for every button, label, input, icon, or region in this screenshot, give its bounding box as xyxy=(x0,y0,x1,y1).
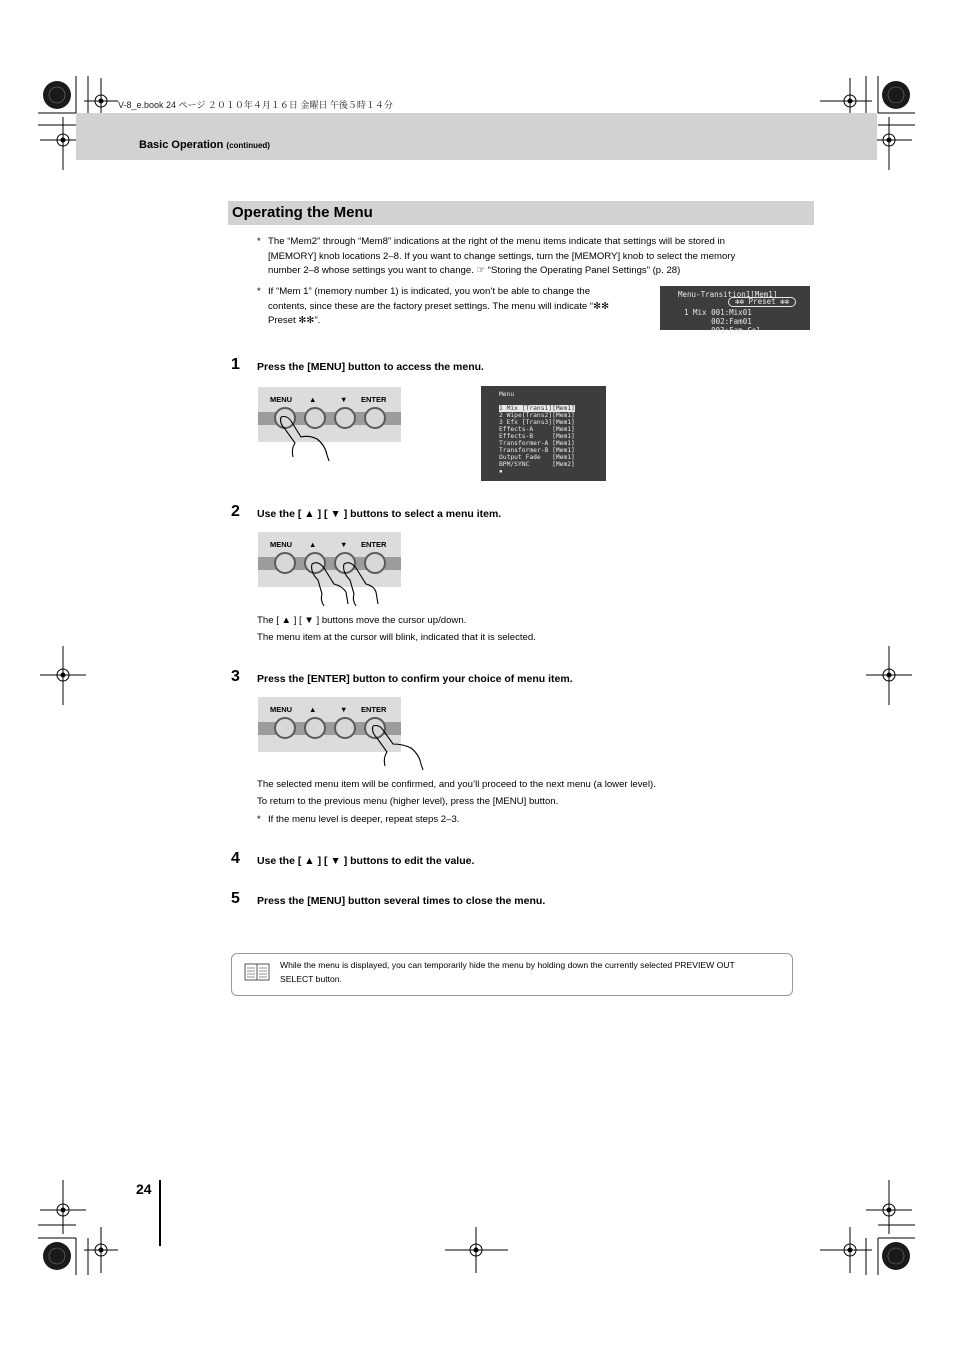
up-label: ▲ xyxy=(309,540,317,549)
step-number: 4 xyxy=(231,850,240,867)
up-button[interactable] xyxy=(304,717,326,739)
enter-button[interactable] xyxy=(364,407,386,429)
note-mem-indications xyxy=(257,235,798,279)
lcd-menu-item: Output Fade [Mem1] xyxy=(499,454,575,461)
note-line: [MEMORY] knob locations 2–8. If you want to change settings, turn the [MEMORY] knob to select the memory xyxy=(268,250,736,262)
page-number: 24 xyxy=(136,1181,152,1197)
step2-desc-line: The menu item at the cursor will blink, indicated that it is selected. xyxy=(257,632,536,643)
step-text: Press the [MENU] button to access the menu. xyxy=(257,361,484,373)
lcd-line: 002:Fam01 xyxy=(684,317,752,326)
step-text: Use the [ ▲ ] [ ▼ ] buttons to edit the value. xyxy=(257,855,475,867)
note-line: If “Mem 1” (memory number 1) is indicated, you won’t be able to change the xyxy=(268,286,591,297)
print-info: V-8_e.book 24 ページ ２０１０年４月１６日 金曜日 午後５時１４分 xyxy=(118,100,393,110)
tip-text xyxy=(280,958,780,986)
lcd-menu-item: BPM/SYNC [Mem2] xyxy=(499,461,575,468)
lcd-line: 003:Fam-Col xyxy=(684,326,761,335)
lcd-menu-item: 3 Efx [Trans3][Mem1] xyxy=(499,419,575,426)
lcd-line: 1 Mix 001:Mix01 xyxy=(684,308,752,317)
header-continued: (continued) xyxy=(226,141,270,150)
running-header xyxy=(139,139,270,151)
header-band xyxy=(76,113,877,160)
lcd-menu-item: Effects-A [Mem1] xyxy=(499,426,575,433)
hand-pointer-icon xyxy=(308,558,388,608)
note-line: contents, since these are the factory preset settings. The menu will indicate “✻✻ xyxy=(268,300,610,312)
step-text: Press the [ENTER] button to confirm your choice of menu item. xyxy=(257,673,573,685)
tip-line: SELECT button. xyxy=(280,974,342,984)
note-star: * xyxy=(257,236,261,247)
step3-note: If the menu level is deeper, repeat steps 2–3. xyxy=(268,814,460,825)
note-line: The “Mem2” through “Mem8” indications at the right of the menu items indicate that settings will be stored in xyxy=(268,236,725,247)
step-number: 3 xyxy=(231,668,240,685)
enter-label: ENTER xyxy=(361,705,387,714)
lcd-menu-item: Transformer-B [Mem1] xyxy=(499,447,575,454)
lcd-preset-highlight: ✻✻ Preset ✻✻ xyxy=(728,297,796,307)
menu-label: MENU xyxy=(270,395,293,404)
step2-desc-line: The [ ▲ ] [ ▼ ] buttons move the cursor up/down. xyxy=(257,615,467,626)
menu-button[interactable] xyxy=(274,717,296,739)
enter-label: ENTER xyxy=(361,395,387,404)
lcd-preset-screen xyxy=(660,286,810,335)
note-line: number 2–8 whose settings you want to change. ☞ “Storing the Operating Panel Settings” (p. 28) xyxy=(268,265,681,276)
lcd-menu-item: Effects-B [Mem1] xyxy=(499,433,575,440)
lcd-menu-item: Transformer-A [Mem1] xyxy=(499,440,575,447)
step-number: 5 xyxy=(231,890,240,907)
down-label: ▼ xyxy=(340,705,348,714)
section-title: Operating the Menu xyxy=(232,204,373,221)
up-label: ▲ xyxy=(309,705,317,714)
note-star: * xyxy=(257,286,261,297)
hand-pointer-icon xyxy=(277,413,337,463)
menu-label: MENU xyxy=(270,540,293,549)
book-icon xyxy=(244,962,270,982)
down-button[interactable] xyxy=(334,717,356,739)
step-number: 1 xyxy=(231,356,240,373)
tip-line: While the menu is displayed, you can temporarily hide the menu by holding down the currently selected PREVIEW OUT xyxy=(280,960,735,970)
up-label: ▲ xyxy=(309,395,317,404)
step-text: Press the [MENU] button several times to close the menu. xyxy=(257,895,546,907)
step-text: Use the [ ▲ ] [ ▼ ] buttons to select a menu item. xyxy=(257,508,502,520)
header-label: Basic Operation xyxy=(139,139,224,151)
step-number: 2 xyxy=(231,503,240,520)
hand-pointer-icon xyxy=(369,722,429,772)
menu-button[interactable] xyxy=(274,552,296,574)
down-button[interactable] xyxy=(334,407,356,429)
step3-desc-line: To return to the previous menu (higher level), press the [MENU] button. xyxy=(257,796,559,807)
lcd-menu-item: 2 Wipe[Trans2][Mem1] xyxy=(499,412,575,419)
step3-desc-line: The selected menu item will be confirmed, and you’ll proceed to the next menu (a lower level). xyxy=(257,779,656,790)
lcd-cursor: ▪ xyxy=(499,468,503,475)
lcd-menu-item-selected: 1 Mix [Trans1][Mem1] xyxy=(499,405,575,412)
page-number-rule xyxy=(159,1180,161,1246)
lcd-menu-screen xyxy=(481,386,606,481)
lcd-line: Menu-Transition1[Mem1] xyxy=(678,290,778,299)
note-mem1-preset xyxy=(257,285,653,329)
menu-label: MENU xyxy=(270,705,293,714)
down-label: ▼ xyxy=(340,395,348,404)
note-line: Preset ✻✻”. xyxy=(268,315,321,326)
enter-label: ENTER xyxy=(361,540,387,549)
lcd-menu-title: Menu xyxy=(499,391,515,398)
step3-note-star: * xyxy=(257,814,261,825)
down-label: ▼ xyxy=(340,540,348,549)
